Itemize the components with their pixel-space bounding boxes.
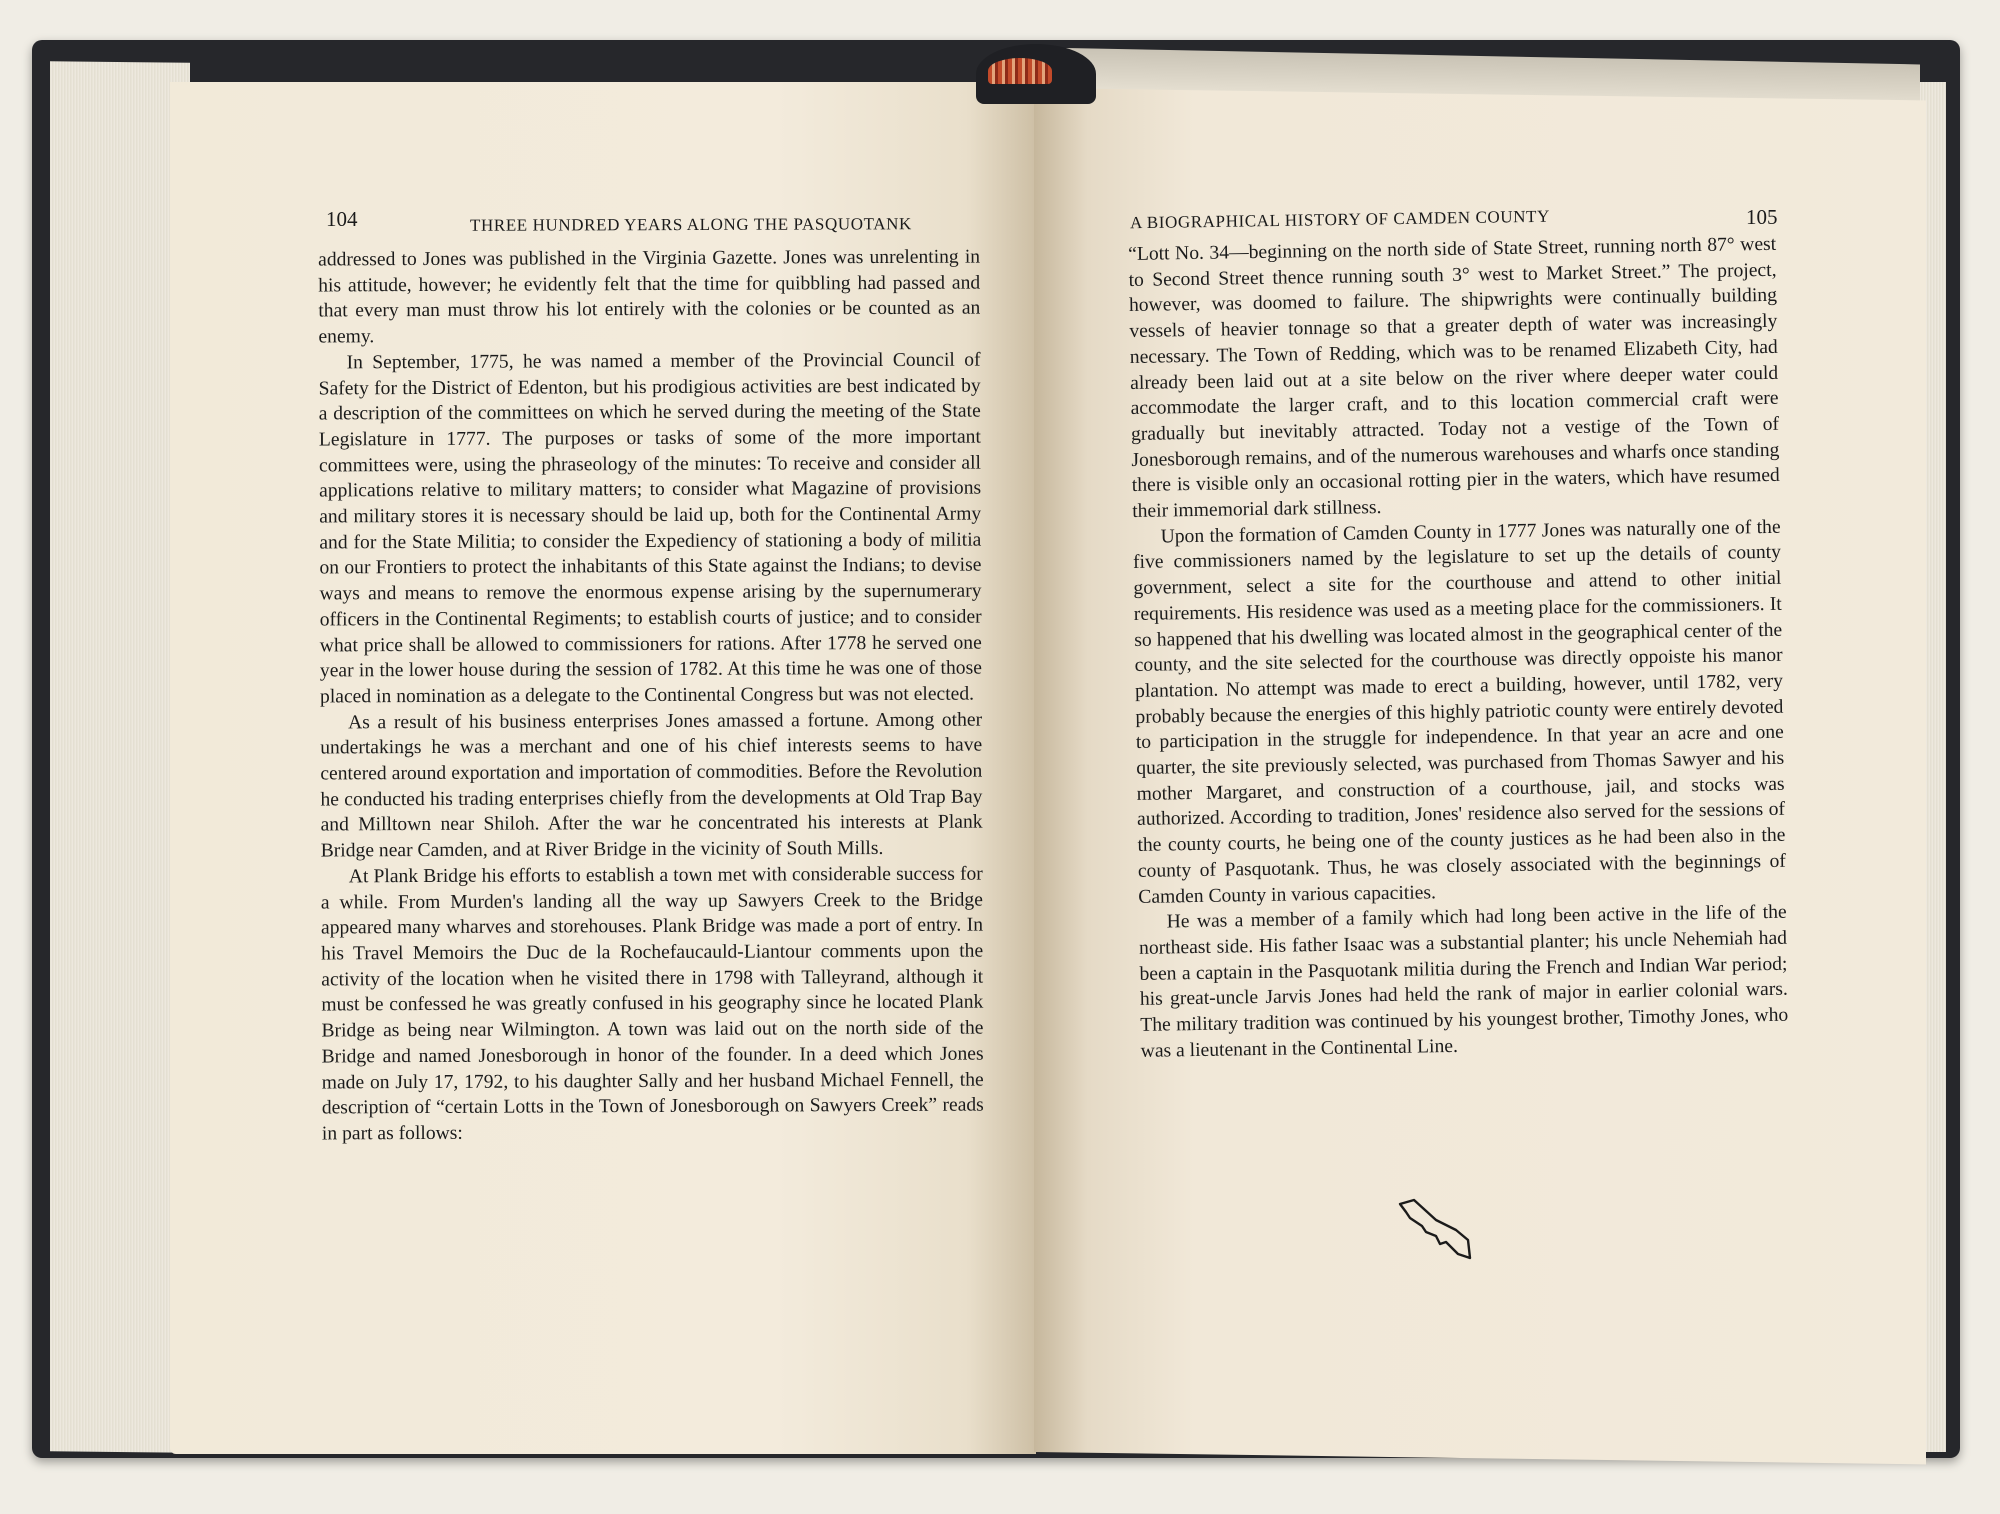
right-paragraph-3: He was a member of a family which had long been active in the life of the northeast side. His father Isaac was a substantial planter; his uncle Nehemiah had been a captain in the Pasquotank militia during the French and Indian War period; his great-uncle Jarvis Jones had held the rank of major in earlier colonial wars. The military tradition was continued by his youngest brother, Timothy Jones, who was a lieutenant in the Continental Line.	[1138, 902, 1789, 1062]
right-page-number: 105	[1746, 205, 1778, 229]
left-paragraph-4: At Plank Bridge his efforts to establish a town met with considerable success for a while. From Murden's landing all the way up Sawyers Creek to the Bridge appeared many wharves and storehouses. Plank Bridge was made a port of entry. In his Travel Memoirs the Duc de la Rochefaucauld-Liantour comments upon the activity of the location when he visited there in 1798 with Talleyrand, although it must be confessed he was greatly confused in his geography since he located Plank Bridge as being near Wilmington. A town was laid out on the north side of the Bridge and named Jonesborough in honor of the founder. In a deed which Jones made on July 17, 1792, to his daughter Sally and her husband Michael Fennell, the description of “certain Lotts in the Town of Jonesborough on Sawyers Creek” reads in part as follows:	[320, 863, 984, 1145]
county-outline-icon	[1396, 1196, 1476, 1264]
right-paragraph-2: Upon the formation of Camden County in 1777 Jones was naturally one of the five commissioners named by the legislature to set up the details of county government, select a site for the courthouse and attend to other initial requirements. His residence was used as a meeting place for the commissioners. It so happened that his dwelling was located almost in the geographical center of the county, and the site selected for the courthouse was directly oppoiste his manor plantation. No attempt was made to erect a building, however, until 1782, very probably because the energies of this highly patriotic county were entirely devoted to participation in the struggle for independence. In that year an acre and one quarter, the site previously selected, was purchased from Thomas Sawyer and his mother Margaret, and construction of a courthouse, jail, and stocks was authorized. According to tradition, Jones' residence also served for the sessions of the county courts, he being one of the county justices as he had been also in the county of Pasquotank. Thus, he was closely associated with the beginnings of Camden County in various capacities.	[1132, 516, 1786, 908]
right-page-body	[1128, 232, 1789, 1065]
left-paragraph-3: As a result of his business enterprises Jones amassed a fortune. Among other undertakings he was a merchant and one of his chief interests seems to have centered around exportation and importation of commodities. Before the Revolution he conducted his trading enterprises chiefly from the developments at Old Trap Bay and Milltown near Shiloh. After the war he concentrated his interests at Plank Bridge near Camden, and at River Bridge in the vicinity of South Mills.	[320, 709, 983, 862]
left-running-head: THREE HUNDRED YEARS ALONG THE PASQUOTANK	[469, 214, 912, 235]
left-page-body	[318, 245, 984, 1147]
left-paragraph-2: In September, 1775, he was named a member of the Provincial Council of Safety for the District of Edenton, but his prodigious activities are best indicated by a description of the committees on which he served during the meeting of the State Legislature in 1777. The purposes or tasks of some of the more important committees were, using the phraseology of the minutes: To receive and consider all applications relative to military matters; to consider what Magazine of provisions and military stores it is necessary should be laid up, both for the Continental Army and for the State Militia; to consider the Expediency of stationing a body of militia on our Frontiers to protect the inhabitants of this State against the Indians; to devise ways and means to remove the enormous expense arising by the supernumerary officers in the Continental Regiments; to establish courts of justice; and to consider what price shall be allowed to commissioners for rations. After 1778 he served one year in the lower house during the session of 1782. At this time he was one of those placed in nomination as a delegate to the Continental Congress but was not elected.	[318, 349, 982, 708]
left-page-edges	[50, 61, 190, 1452]
right-running-head: A BIOGRAPHICAL HISTORY OF CAMDEN COUNTY	[1129, 206, 1551, 233]
left-page-number: 104	[326, 207, 358, 231]
headband	[988, 58, 1052, 84]
left-paragraph-1: addressed to Jones was published in the Virginia Gazette. Jones was unrelenting in his attitude, however; he evidently felt that the time for quibbling had passed and that every man must throw his lot entirely with the colonies or be counted as an enemy.	[318, 246, 981, 348]
right-paragraph-1: “Lott No. 34—beginning on the north side of State Street, running north 87° west to Second Street thence running south 3° west to Market Street.” The project, however, was doomed to failure. The shipwrights were continually building vessels of heavier tonnage so that a greater depth of water was increasingly necessary. The Town of Redding, which was to be renamed Elizabeth City, had already been laid out at a site below on the river where deeper water could accommodate the larger craft, and to this location commercial craft were gradually but inevitably attracted. Today not a vestige of the Town of Jonesborough remains, and of the numerous warehouses and wharfs once standing there is visible only an occasional rotting pier in the waters, which have resumed their immemorial dark stillness.	[1128, 233, 1780, 522]
